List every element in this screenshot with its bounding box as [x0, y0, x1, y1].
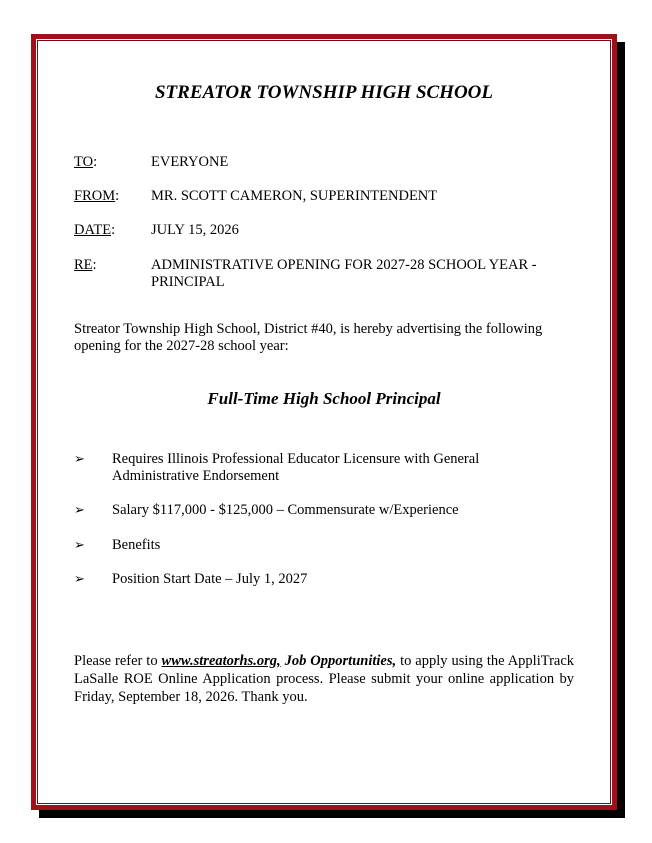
position-title: Full-Time High School Principal: [207, 389, 441, 408]
decorative-border: [31, 34, 617, 810]
memo-page: [38, 41, 610, 803]
memo-date-value: JULY 15, 2026: [151, 222, 239, 238]
arrowhead-bullet-icon: ➢: [74, 503, 85, 518]
job-opportunities-text: Job Opportunities,: [284, 653, 397, 669]
school-title: STREATOR TOWNSHIP HIGH SCHOOL: [154, 82, 494, 103]
bullet-text: Requires Illinois Professional Educator Licensure with General Administrative Endorsement: [112, 451, 480, 484]
memo-from-label: FROM:: [74, 188, 120, 204]
memo-re-label: RE:: [74, 257, 97, 273]
decorative-border-inner: [36, 39, 612, 805]
memo-date-label: DATE:: [74, 222, 116, 238]
arrowhead-bullet-icon: ➢: [74, 538, 85, 553]
intro-paragraph: Streator Township High School, District #40, is hereby advertising the following opening for the 2027-28 school year:: [74, 321, 543, 354]
memo-to-value: EVERYONE: [151, 154, 229, 170]
memo-from-value: MR. SCOTT CAMERON, SUPERINTENDENT: [151, 188, 438, 204]
arrowhead-bullet-icon: ➢: [74, 452, 85, 467]
memo-to-label: TO:: [74, 154, 98, 170]
bullet-text: Salary $117,000 - $125,000 – Commensurate w/Experience: [112, 502, 459, 518]
bullet-text: Position Start Date – July 1, 2027: [112, 571, 308, 587]
arrowhead-bullet-icon: ➢: [74, 572, 85, 587]
memo-re-value: ADMINISTRATIVE OPENING FOR 2027-28 SCHOOL YEAR - PRINCIPAL: [151, 257, 537, 290]
bullet-text: Benefits: [112, 537, 161, 553]
website-link[interactable]: www.streatorhs.org,: [161, 653, 281, 669]
closing-paragraph: Please refer to www.streatorhs.org, Job Opportunities, to apply using the AppliTrack LaSalle ROE Online Application process. Please submit your online application by Friday, September 18, 2026. Thank you.: [74, 653, 575, 705]
